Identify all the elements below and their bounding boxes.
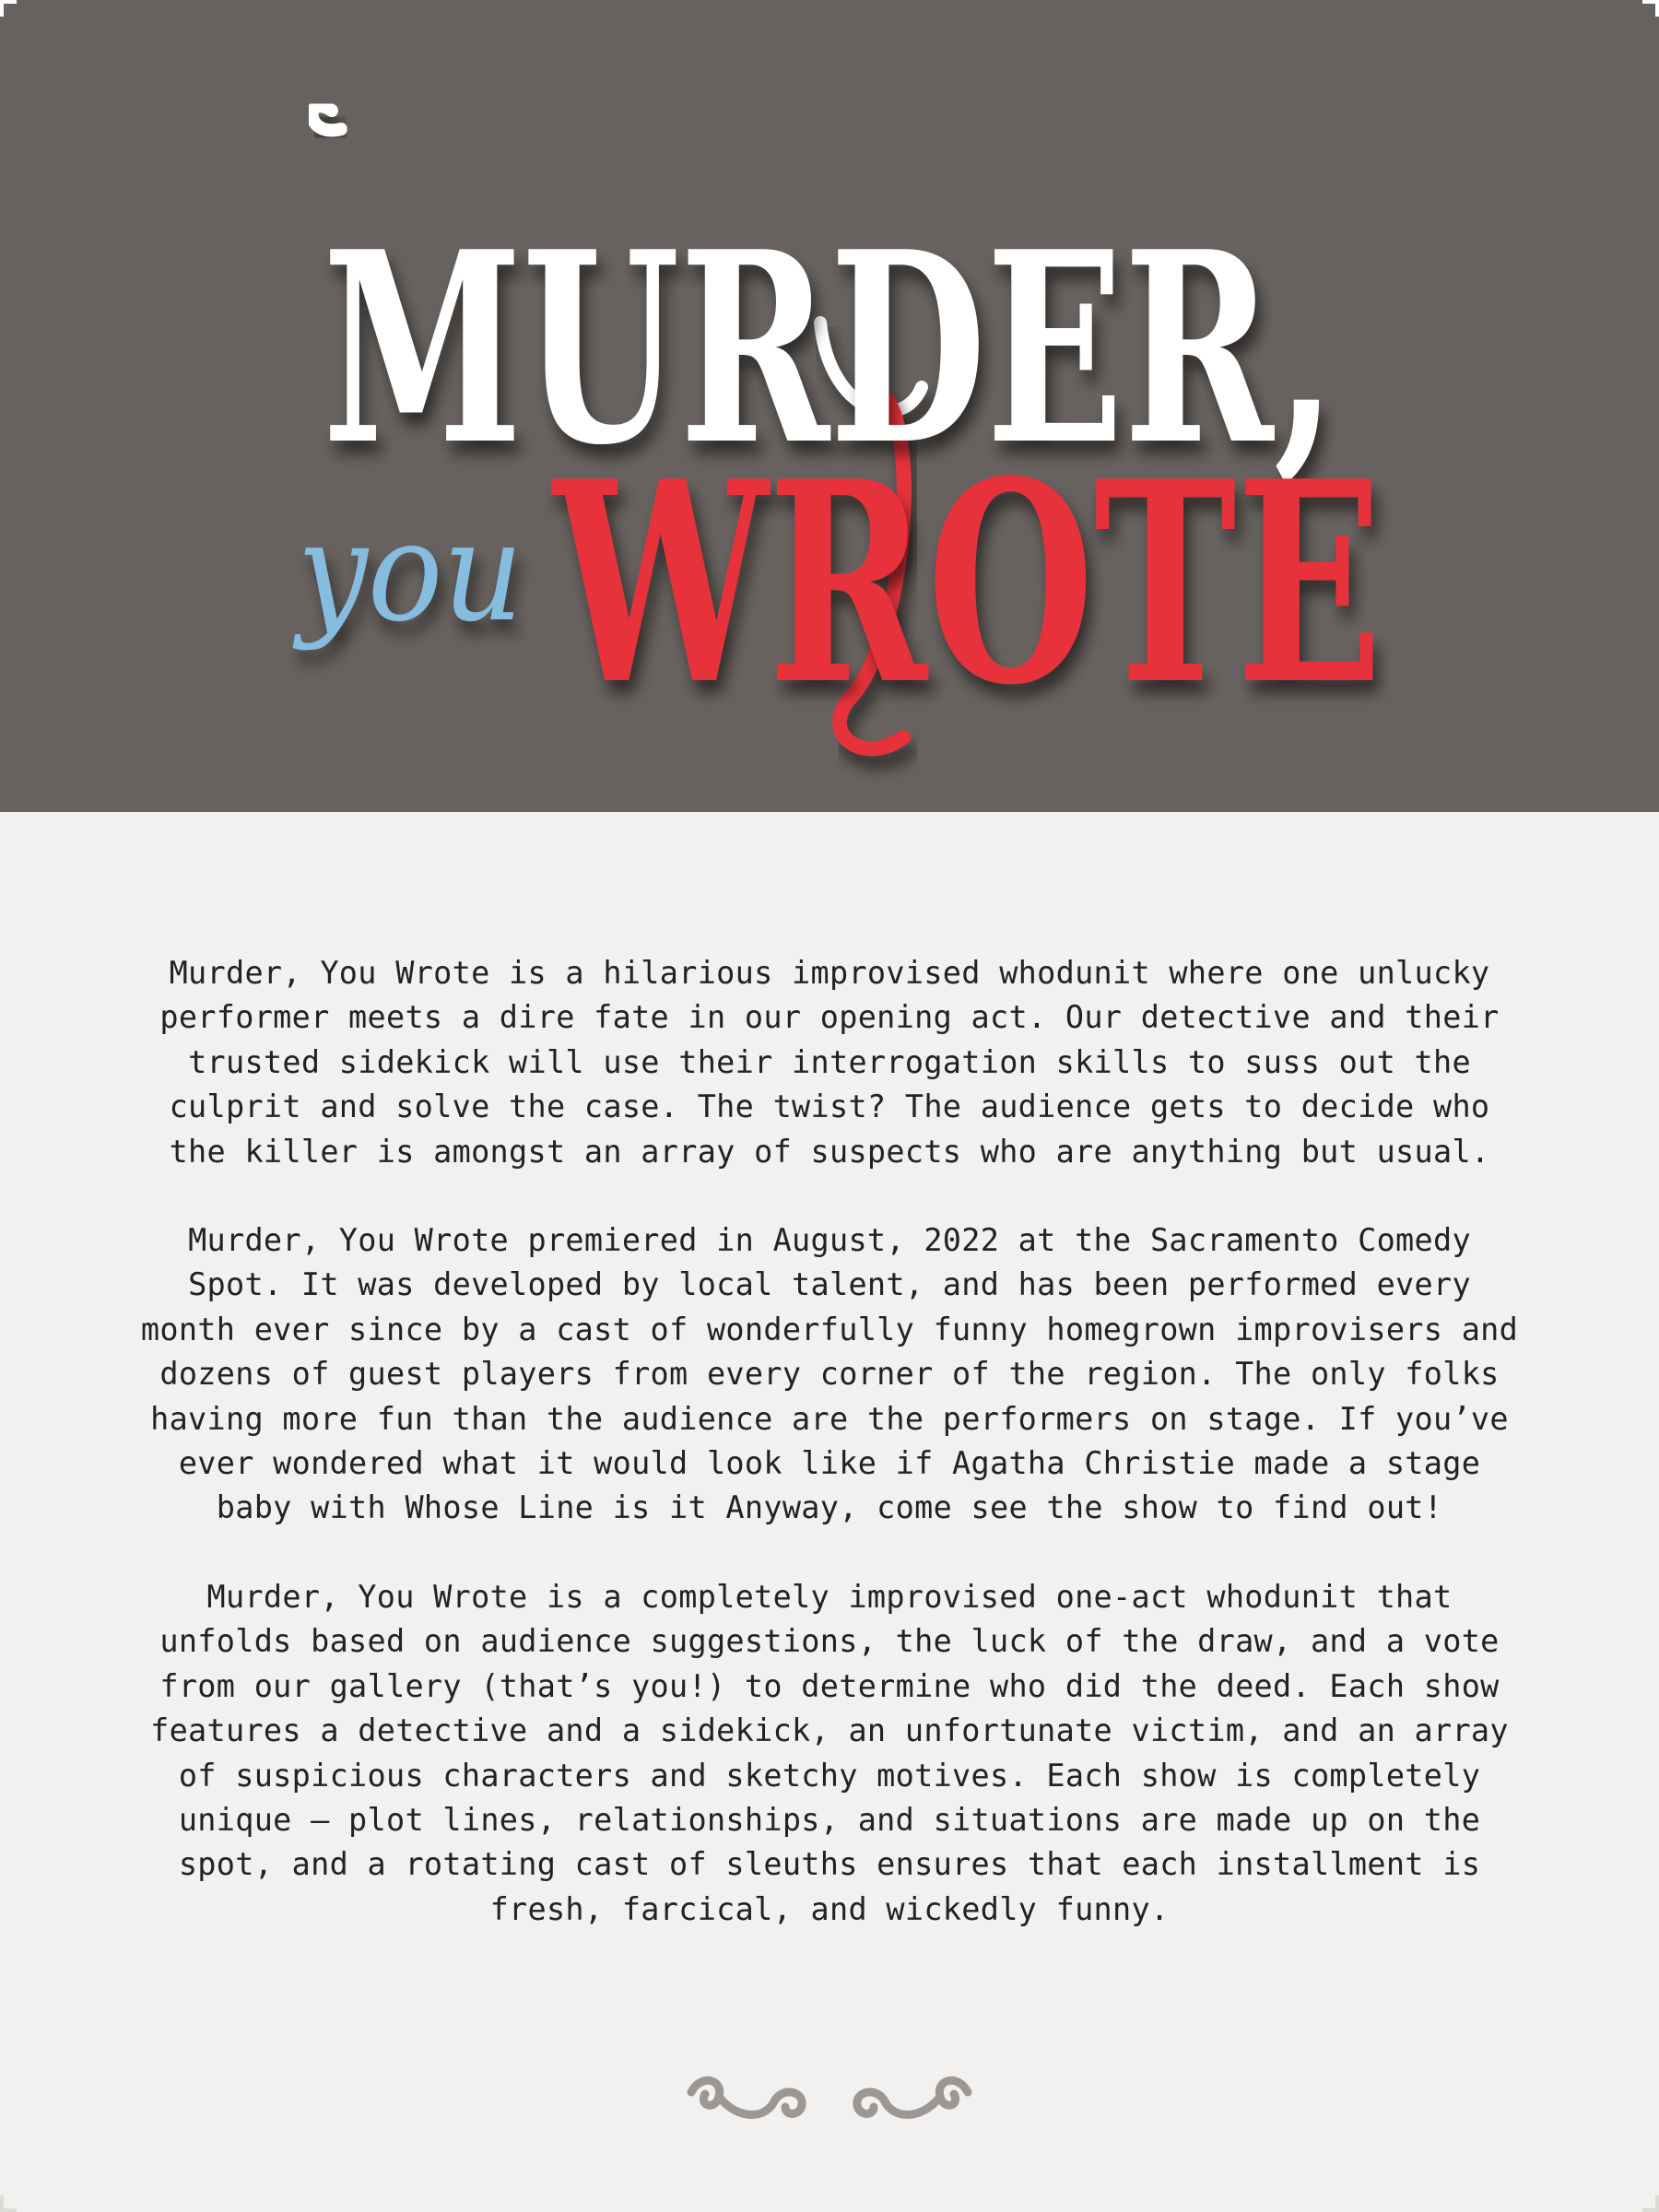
- description-paragraph-1: Murder, You Wrote is a hilarious improvised whodunit where one unlucky performer meets a dire fate in our opening act. Our detective and their trusted sidekick will use their interrogation skills to suss out the culprit and solve the case. The twist? The audience gets to decide who the killer is amongst an array of suspects who are anything but usual.: [159, 955, 1500, 1170]
- show-title-logo: [0, 0, 1659, 830]
- title-you: you: [292, 492, 524, 653]
- title-swash-m: [312, 106, 341, 130]
- crop-mark-bottom-right: [1642, 2195, 1659, 2212]
- description-paragraph-2: Murder, You Wrote premiered in August, 2022 at the Sacramento Comedy Spot. It was developed by local talent, and has been performed every month ever since by a cast of wonderfully funny homegrown improvisers and dozens of guest players from every corner of the region. The only folks having more fun than the audience are the performers on stage. If you’ve ever wondered what it would look like if Agatha Christie made a stage baby with Whose Line is it Anyway, come see the show to find out!: [140, 1222, 1519, 1526]
- flourish-ornament-icon: [682, 2065, 977, 2138]
- description-paragraph-3: Murder, You Wrote is a completely improvised one-act whodunit that unfolds based on audience suggestions, the luck of the draw, and a vote from our gallery (that’s you!) to determine who did the deed. Each show features a detective and a sidekick, an unfortunate victim, and an array of suspicious characters and sketchy motives. Each show is completely unique — plot lines, relationships, and situations are made up on the spot, and a rotating cast of sleuths ensures that each installment is fresh, farcical, and wickedly funny.: [150, 1578, 1509, 1927]
- show-description: [138, 951, 1521, 1976]
- title-murder: MURDER,: [323, 194, 1336, 503]
- title-wrote: WROTE: [549, 420, 1382, 746]
- crop-mark-bottom-left: [0, 2195, 17, 2212]
